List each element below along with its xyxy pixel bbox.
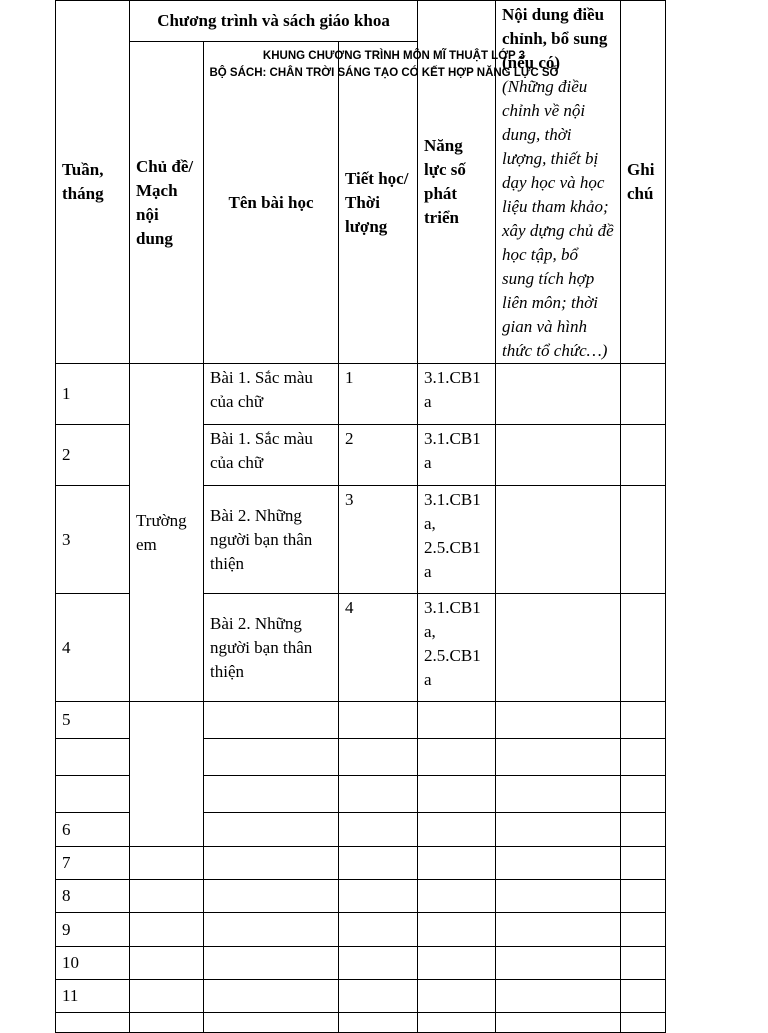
- adjust-cell: [496, 813, 621, 847]
- digital-code: 3.1.CB1: [424, 368, 481, 387]
- header-week: Tuần, tháng: [56, 1, 130, 364]
- period-cell: 3: [339, 486, 418, 594]
- week-cell: [56, 739, 130, 776]
- header-adjustment-note: (Những điều chỉnh về nội dung, thời lượng, thiết bị dạy học và học liệu tham khảo; xây dựng chủ đề học tập, bổ sung tích hợp liên môn; thời gian và hình thức tổ chức…): [502, 77, 614, 360]
- week-cell: 2: [56, 425, 130, 486]
- notes-cell: [621, 980, 666, 1013]
- header-lesson: Tên bài học: [204, 42, 339, 364]
- notes-cell: [621, 913, 666, 947]
- topic-cell: [130, 980, 204, 1013]
- digital-cell: [418, 813, 496, 847]
- week-cell: 11: [56, 980, 130, 1013]
- header-program-group: Chương trình và sách giáo khoa: [130, 1, 418, 42]
- period-cell: 2: [339, 425, 418, 486]
- topic-cell: [130, 1013, 204, 1033]
- digital-cell: [418, 594, 496, 702]
- digital-cell: [418, 702, 496, 739]
- header-topic: Chủ đề/ Mạch nội dung: [130, 42, 204, 364]
- lesson-cell: Bài 1. Sắc màu của chữ: [204, 425, 339, 486]
- lesson-cell: [204, 739, 339, 776]
- period-cell: 4: [339, 594, 418, 702]
- week-cell: 7: [56, 847, 130, 880]
- notes-cell: [621, 1013, 666, 1033]
- topic-cell: [130, 913, 204, 947]
- digital-cell: [418, 486, 496, 594]
- lesson-cell: Bài 2. Những người bạn thân thiện: [204, 486, 339, 594]
- topic-cell: Trường em: [130, 364, 204, 702]
- digital-cell: [418, 1013, 496, 1033]
- notes-cell: [621, 776, 666, 813]
- lesson-cell: [204, 776, 339, 813]
- week-cell: 5: [56, 702, 130, 739]
- notes-cell: [621, 947, 666, 980]
- adjust-cell: [496, 847, 621, 880]
- period-cell: [339, 880, 418, 913]
- lesson-cell: [204, 813, 339, 847]
- digital-code: 3.1.CB1: [424, 598, 481, 617]
- digital-cell: [418, 425, 496, 486]
- adjust-cell: [496, 594, 621, 702]
- digital-code: 2.5.CB1: [424, 646, 481, 665]
- notes-cell: [621, 425, 666, 486]
- digital-code: a: [424, 392, 432, 411]
- curriculum-table: [55, 0, 666, 1033]
- document-title: KHUNG CHƯƠNG TRÌNH MÔN MĨ THUẬT LỚP 3: [262, 50, 526, 62]
- week-cell: 8: [56, 880, 130, 913]
- digital-cell: [418, 980, 496, 1013]
- digital-cell: [418, 913, 496, 947]
- digital-code: a,: [424, 622, 436, 641]
- header-notes: Ghi chú: [621, 1, 666, 364]
- digital-cell: [418, 880, 496, 913]
- header-adjustment-title: Nội dung điều chỉnh, bổ sung (nếu có): [502, 5, 608, 72]
- notes-cell: [621, 739, 666, 776]
- lesson-cell: Bài 1. Sắc màu của chữ: [204, 364, 339, 425]
- notes-cell: [621, 594, 666, 702]
- period-cell: [339, 913, 418, 947]
- period-cell: [339, 702, 418, 739]
- period-cell: [339, 776, 418, 813]
- notes-cell: [621, 880, 666, 913]
- digital-cell: [418, 847, 496, 880]
- digital-cell: [418, 364, 496, 425]
- digital-code: a: [424, 453, 432, 472]
- notes-cell: [621, 486, 666, 594]
- adjust-cell: [496, 980, 621, 1013]
- notes-cell: [621, 813, 666, 847]
- digital-cell: [418, 776, 496, 813]
- header-digital: Năng lực số phát triển: [418, 1, 496, 364]
- period-cell: [339, 739, 418, 776]
- digital-code: 3.1.CB1: [424, 490, 481, 509]
- week-cell: 6: [56, 813, 130, 847]
- adjust-cell: [496, 702, 621, 739]
- week-cell: 4: [56, 594, 130, 702]
- period-cell: [339, 947, 418, 980]
- digital-code: a,: [424, 514, 436, 533]
- digital-code: a: [424, 562, 432, 581]
- notes-cell: [621, 702, 666, 739]
- week-cell: 10: [56, 947, 130, 980]
- document-subtitle: BỘ SÁCH: CHÂN TRỜI SÁNG TẠO CÓ KẾT HỢP NĂNG LỰC SỐ: [209, 67, 559, 79]
- notes-cell: [621, 847, 666, 880]
- adjust-cell: [496, 947, 621, 980]
- digital-cell: [418, 739, 496, 776]
- adjust-cell: [496, 776, 621, 813]
- period-cell: [339, 847, 418, 880]
- lesson-cell: [204, 1013, 339, 1033]
- period-cell: [339, 813, 418, 847]
- lesson-cell: [204, 913, 339, 947]
- lesson-cell: [204, 947, 339, 980]
- topic-cell: [130, 702, 204, 847]
- notes-cell: [621, 364, 666, 425]
- digital-cell: [418, 947, 496, 980]
- topic-cell: [130, 847, 204, 880]
- week-cell: [56, 776, 130, 813]
- lesson-cell: [204, 980, 339, 1013]
- header-adjustment: [496, 1, 621, 364]
- adjust-cell: [496, 880, 621, 913]
- week-cell: 9: [56, 913, 130, 947]
- adjust-cell: [496, 913, 621, 947]
- lesson-cell: [204, 847, 339, 880]
- adjust-cell: [496, 739, 621, 776]
- topic-cell: [130, 947, 204, 980]
- digital-code: 3.1.CB1: [424, 429, 481, 448]
- topic-cell: [130, 880, 204, 913]
- week-cell: 3: [56, 486, 130, 594]
- period-cell: [339, 1013, 418, 1033]
- period-cell: [339, 980, 418, 1013]
- lesson-cell: Bài 2. Những người bạn thân thiện: [204, 594, 339, 702]
- adjust-cell: [496, 1013, 621, 1033]
- period-cell: 1: [339, 364, 418, 425]
- adjust-cell: [496, 364, 621, 425]
- adjust-cell: [496, 486, 621, 594]
- adjust-cell: [496, 425, 621, 486]
- week-cell: [56, 1013, 130, 1033]
- header-periods: Tiết học/ Thời lượng: [339, 42, 418, 364]
- lesson-cell: [204, 702, 339, 739]
- lesson-cell: [204, 880, 339, 913]
- week-cell: 1: [56, 364, 130, 425]
- digital-code: 2.5.CB1: [424, 538, 481, 557]
- digital-code: a: [424, 670, 432, 689]
